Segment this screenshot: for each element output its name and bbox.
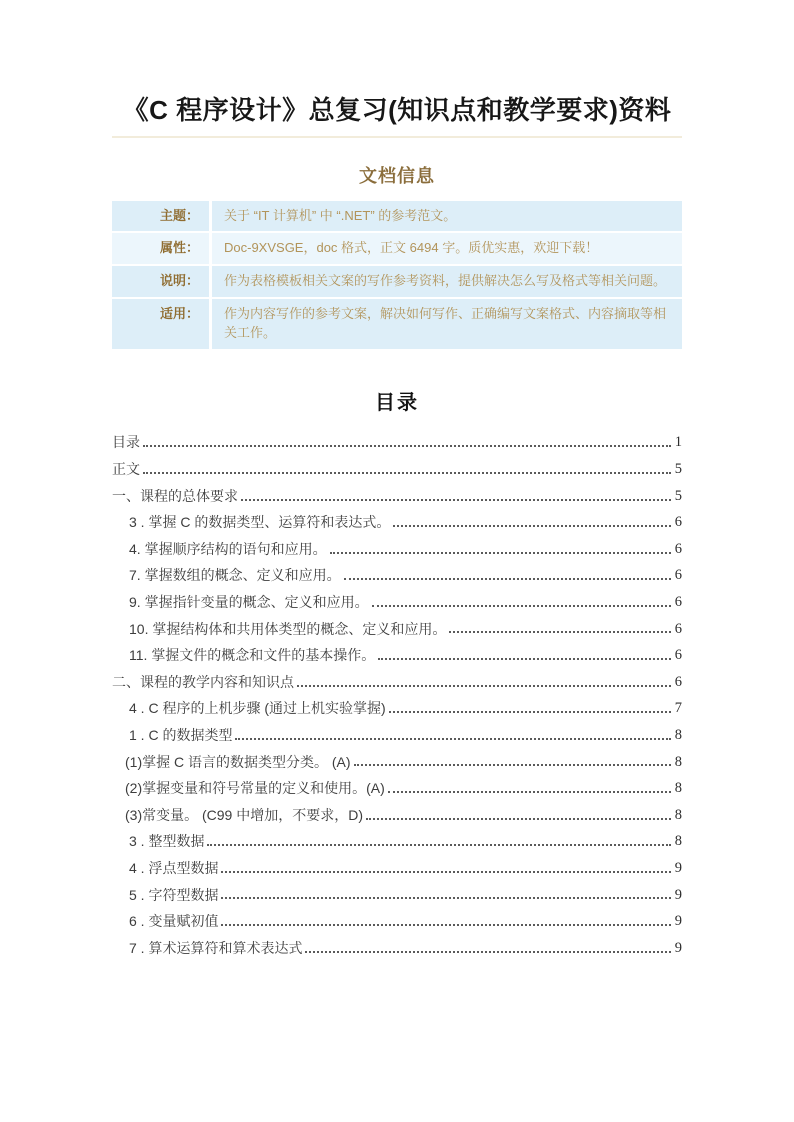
toc-entry-text: 4 . 浮点型数据	[129, 859, 219, 876]
toc-entry[interactable]	[112, 479, 682, 506]
toc-entry[interactable]	[112, 798, 682, 825]
toc-entry-page-number: 6	[674, 594, 682, 611]
toc-dot-leader	[143, 472, 671, 474]
toc-entry-page-number: 9	[674, 886, 682, 903]
toc-dot-leader	[354, 764, 671, 766]
toc-entry[interactable]	[112, 638, 682, 665]
toc-entry-page-number: 8	[674, 780, 682, 797]
doc-info-heading: 文档信息	[359, 165, 435, 186]
toc-entry-text: 9. 掌握指针变量的概念、定义和应用。	[129, 593, 369, 610]
toc-entry-text: 4. 掌握顺序结构的语句和应用。	[129, 540, 327, 557]
toc-entry-text: 7 . 算术运算符和算术表达式	[129, 939, 303, 956]
toc-entry-text: 目录	[112, 434, 140, 451]
toc-entry-text: 一、课程的总体要求	[112, 487, 238, 504]
toc-entry-text: 6 . 变量赋初值	[129, 913, 219, 930]
toc-entry-page-number: 6	[674, 540, 682, 557]
toc-entry-text: 5 . 字符型数据	[129, 886, 219, 903]
toc-entry-page-number: 6	[674, 514, 682, 531]
toc-entry-text: 3 . 整型数据	[129, 833, 205, 850]
toc-dot-leader	[305, 951, 670, 953]
toc-dot-leader	[221, 924, 670, 926]
toc-entry[interactable]	[112, 506, 682, 533]
toc-entry-text: (1)掌握 C 语言的数据类型分类。 (A)	[125, 753, 351, 770]
toc-entry[interactable]	[112, 612, 682, 639]
doc-info-row-value: 作为表格模板相关文案的写作参考资料，提供解决怎么写及格式等相关问题。	[224, 273, 667, 289]
toc-entry[interactable]	[112, 585, 682, 612]
toc-dot-leader	[449, 631, 670, 633]
toc-entry-page-number: 8	[674, 806, 682, 823]
toc-entry[interactable]	[112, 878, 682, 905]
toc-entry-page-number: 5	[674, 487, 682, 504]
toc-entry-text: 1 . C 的数据类型	[129, 726, 233, 743]
toc-entry-text: (2)掌握变量和符号常量的定义和使用。(A)	[125, 780, 385, 797]
doc-info-row	[112, 299, 682, 351]
toc-list	[112, 426, 682, 958]
toc-entry-page-number: 9	[674, 939, 682, 956]
doc-info-row-label: 说明：	[112, 266, 212, 297]
toc-entry[interactable]	[112, 931, 682, 958]
toc-entry-text: 二、课程的教学内容和知识点	[112, 673, 294, 690]
toc-entry-text: 4 . C 程序的上机步骤 (通过上机实验掌握)	[129, 700, 386, 717]
toc-entry-page-number: 8	[674, 753, 682, 770]
toc-entry[interactable]	[112, 559, 682, 586]
toc-entry-page-number: 8	[674, 833, 682, 850]
toc-entry[interactable]	[112, 426, 682, 453]
toc-entry[interactable]	[112, 692, 682, 719]
toc-entry[interactable]	[112, 665, 682, 692]
toc-entry-page-number: 7	[674, 700, 682, 717]
toc-dot-leader	[221, 871, 670, 873]
toc-dot-leader	[235, 738, 670, 740]
doc-info-row	[112, 201, 682, 234]
toc-entry-page-number: 6	[674, 620, 682, 637]
toc-entry[interactable]	[112, 904, 682, 931]
toc-dot-leader	[393, 525, 670, 527]
toc-entry-page-number: 1	[674, 434, 682, 451]
toc-dot-leader	[297, 685, 671, 687]
toc-entry[interactable]	[112, 851, 682, 878]
doc-info-row-value: Doc-9XVSGE，doc 格式，正文 6494 字。质优实惠，欢迎下载！	[224, 240, 599, 256]
toc-entry-text: 10. 掌握结构体和共用体类型的概念、定义和应用。	[129, 620, 447, 637]
toc-entry-text: (3)常变量。 (C99 中增加，不要求，D)	[125, 806, 364, 823]
toc-entry-text: 3 . 掌握 C 的数据类型、运算符和表达式。	[129, 514, 391, 531]
toc-entry-text: 正文	[112, 461, 140, 478]
doc-info-row-value: 作为内容写作的参考文案，解决如何写作、正确编写文案格式、内容摘取等相关工作。	[224, 306, 667, 340]
doc-info-row-value: 关于 “IT 计算机” 中 “.NET” 的参考范文。	[224, 207, 457, 223]
toc-entry-page-number: 6	[674, 567, 682, 584]
toc-dot-leader	[221, 897, 670, 899]
toc-dot-leader	[207, 844, 670, 846]
toc-dot-leader	[389, 711, 671, 713]
toc-entry[interactable]	[112, 718, 682, 745]
doc-info-table	[112, 201, 682, 351]
toc-entry[interactable]	[112, 532, 682, 559]
toc-entry-page-number: 9	[674, 913, 682, 930]
toc-entry[interactable]	[112, 825, 682, 852]
doc-info-row-label: 主题：	[112, 201, 212, 232]
toc-entry[interactable]	[112, 771, 682, 798]
doc-info-row-label: 属性：	[112, 233, 212, 264]
toc-dot-leader	[378, 658, 670, 660]
toc-entry-page-number: 5	[674, 461, 682, 478]
toc-entry[interactable]	[112, 745, 682, 772]
toc-entry-text: 11. 掌握文件的概念和文件的基本操作。	[129, 647, 376, 664]
toc-entry-page-number: 6	[674, 673, 682, 690]
toc-dot-leader	[330, 552, 671, 554]
toc-entry-page-number: 6	[674, 647, 682, 664]
toc-entry-page-number: 8	[674, 727, 682, 743]
toc-entry-text: 7. 掌握数组的概念、定义和应用。	[129, 567, 341, 584]
toc-dot-leader	[344, 578, 671, 580]
page-title: 《C 程序设计》总复习(知识点和教学要求)资料	[112, 94, 682, 138]
toc-dot-leader	[388, 791, 671, 793]
toc-heading: 目录	[375, 391, 419, 414]
toc-entry[interactable]	[112, 452, 682, 479]
doc-info-row	[112, 266, 682, 299]
toc-dot-leader	[366, 818, 671, 820]
toc-entry-page-number: 9	[674, 859, 682, 876]
toc-dot-leader	[372, 605, 671, 607]
toc-dot-leader	[143, 445, 671, 447]
doc-info-row-label: 适用：	[112, 299, 212, 349]
toc-dot-leader	[241, 499, 671, 501]
doc-info-row	[112, 233, 682, 266]
